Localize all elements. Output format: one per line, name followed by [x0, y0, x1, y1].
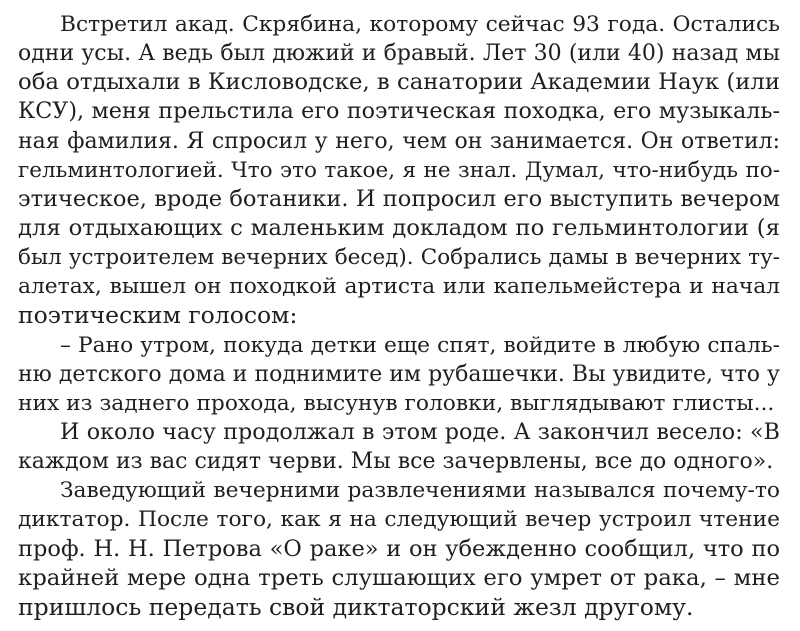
text-line: для отдыхающих с маленьким докладом по гельминтологии (я — [18, 215, 780, 241]
text-line: одни усы. А ведь был дюжий и бравый. Лет 30 (или 40) назад мы — [18, 41, 780, 67]
text-line: ная фамилия. Я спросил у него, чем он занимается. Он ответил: — [18, 128, 780, 154]
text-line: этическое, вроде ботаники. И попросил его выступить вечером — [18, 185, 780, 212]
text-line: Встретил акад. Скрябина, которому сейчас 93 года. Остались — [60, 12, 780, 37]
text-line: КСУ), меня прельстила его поэтическая походка, его музыкаль- — [18, 98, 780, 125]
text-line: крайней мере одна треть слушающих его умрет от рака, – мне — [18, 564, 780, 591]
text-line: поэтическим голосом: — [18, 301, 298, 330]
text-line: проф. Н. Н. Петрова «О раке» и он убежденно сообщил, что по — [18, 535, 780, 562]
document-page — [18, 10, 780, 622]
text-line: оба отдыхали в Кисловодске, в санатории Академии Наук (или — [18, 69, 781, 96]
text-line: каждом из вас сидят черви. Мы все зачервлены, все до одного». — [18, 449, 774, 475]
text-line: Заведующий вечерними развлечениями назывался почему-то — [60, 478, 780, 504]
text-line: ню детского дома и поднимите им рубашечки. Вы увидите, что у — [18, 361, 780, 387]
text-line: был устроителем вечерних бесед). Собрались дамы в вечерних ту- — [18, 245, 780, 271]
text-line: пришлось передать свой диктаторский жезл другому. — [18, 592, 694, 621]
text-line: И около часу продолжал в этом роде. А закончил весело: «В — [60, 419, 780, 445]
text-line: гельминтологией. Что это такое, я не знал. Думал, что-нибудь по- — [18, 157, 780, 183]
text-line: – Рано утром, покуда детки еще спят, войдите в любую спаль- — [60, 332, 780, 358]
text-line: алетах, вышел он походкой артиста или капельмейстера и начал — [18, 274, 780, 300]
text-line: диктатор. После того, как я на следующий вечер устроил чтение — [18, 507, 780, 533]
text-line: них из заднего прохода, высунув головки, выглядывают глисты... — [18, 390, 775, 416]
